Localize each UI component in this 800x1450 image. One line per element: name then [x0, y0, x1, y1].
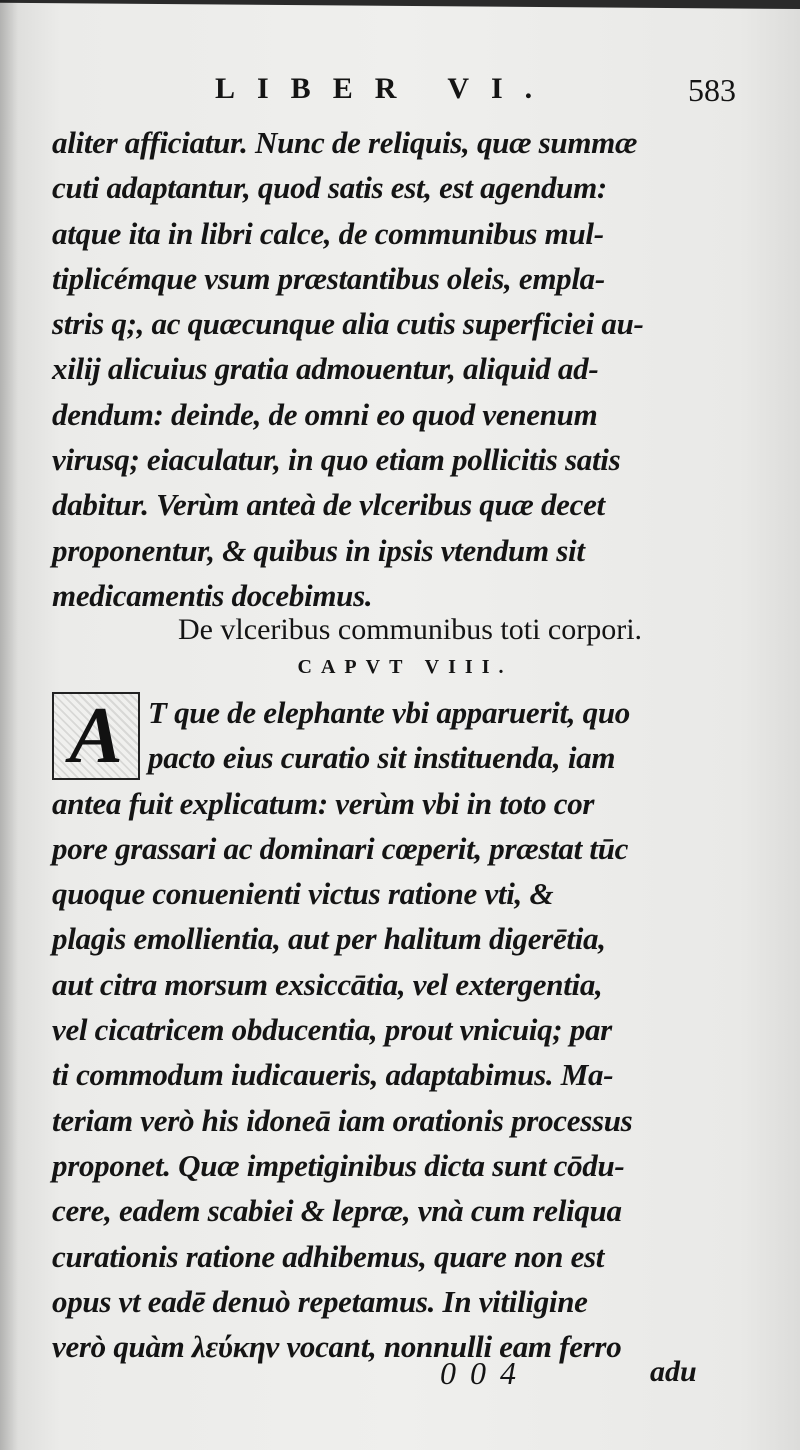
catchword: adu: [650, 1355, 697, 1388]
text-line: ti commodum iudicaueris, adaptabimus. Ma-: [52, 1057, 614, 1093]
drop-cap-letter: A: [69, 692, 123, 780]
text-line: pore grassari ac dominari cœperit, præstat tūc: [52, 830, 629, 866]
catchline: [0, 1355, 800, 1395]
drop-cap-ornament: [52, 692, 140, 780]
running-head-title: LIBER VI.: [215, 72, 555, 105]
text-line: proponentur, & quibus in ipsis vtendum sit: [52, 532, 585, 568]
text-line: virusq; eiaculatur, in quo etiam pollicitis satis: [52, 442, 621, 478]
text-line: aut citra morsum exsiccātia, vel extergentia,: [52, 966, 603, 1002]
text-line: stris q;, ac quæcunque alia cutis superficiei au-: [52, 306, 644, 342]
body-text: [52, 120, 712, 618]
section-title: De vlceribus communibus toti corpori.: [177, 613, 643, 646]
text-line: proponet. Quæ impetiginibus dicta sunt cōdu-: [52, 1147, 625, 1183]
text-line: tiplicémque vsum præstantibus oleis, empla-: [52, 260, 605, 296]
text-line: cere, eadem scabiei & lepræ, vnà cum reliqua: [52, 1193, 622, 1229]
text-line: vel cicatricem obducentia, prout vnicuiq; par: [52, 1012, 612, 1048]
running-head: [0, 72, 800, 112]
text-line: curationis ratione adhibemus, quare non est: [52, 1238, 605, 1274]
text-line: opus vt eadē denuò repetamus. In vitiligine: [52, 1283, 588, 1319]
text-line: dendum: deinde, de omni eo quod venenum: [52, 396, 598, 432]
signature-mark: 004: [440, 1355, 530, 1391]
text-line: teriam verò his idoneā iam orationis processus: [52, 1102, 633, 1138]
gutter-shadow: [0, 0, 18, 1450]
section-heading: [0, 608, 800, 682]
text-line: T que de elephante vbi apparuerit, quo: [148, 695, 630, 730]
text-line: dabitur. Verùm anteà de vlceribus quæ decet: [52, 487, 605, 523]
text-line: cuti adaptantur, quod satis est, est agendum:: [52, 170, 607, 206]
text-line: atque ita in libri calce, de communibus mul-: [52, 215, 604, 251]
text-line: quoque conuenienti victus ratione vti, &: [52, 876, 554, 912]
chapter-label: CAPVT VIII.: [297, 656, 513, 678]
text-line: pacto eius curatio sit instituenda, iam: [148, 740, 616, 776]
page-top-edge: [0, 0, 800, 9]
text-line: xilij alicuius gratia admouentur, aliquid ad-: [52, 351, 599, 387]
text-line: plagis emollientia, aut per halitum digerētia,: [52, 921, 606, 957]
text-line: antea fuit explicatum: verùm vbi in toto cor: [52, 785, 595, 821]
chapter-text: [52, 690, 712, 1369]
text-line: medicamentis docebimus.: [52, 577, 373, 613]
text-line: aliter afficiatur. Nunc de reliquis, quæ summæ: [52, 125, 638, 160]
text-line: verò quàm λεύκην vocant, nonnulli eam ferro: [52, 1329, 622, 1365]
page-number: 583: [688, 72, 736, 108]
